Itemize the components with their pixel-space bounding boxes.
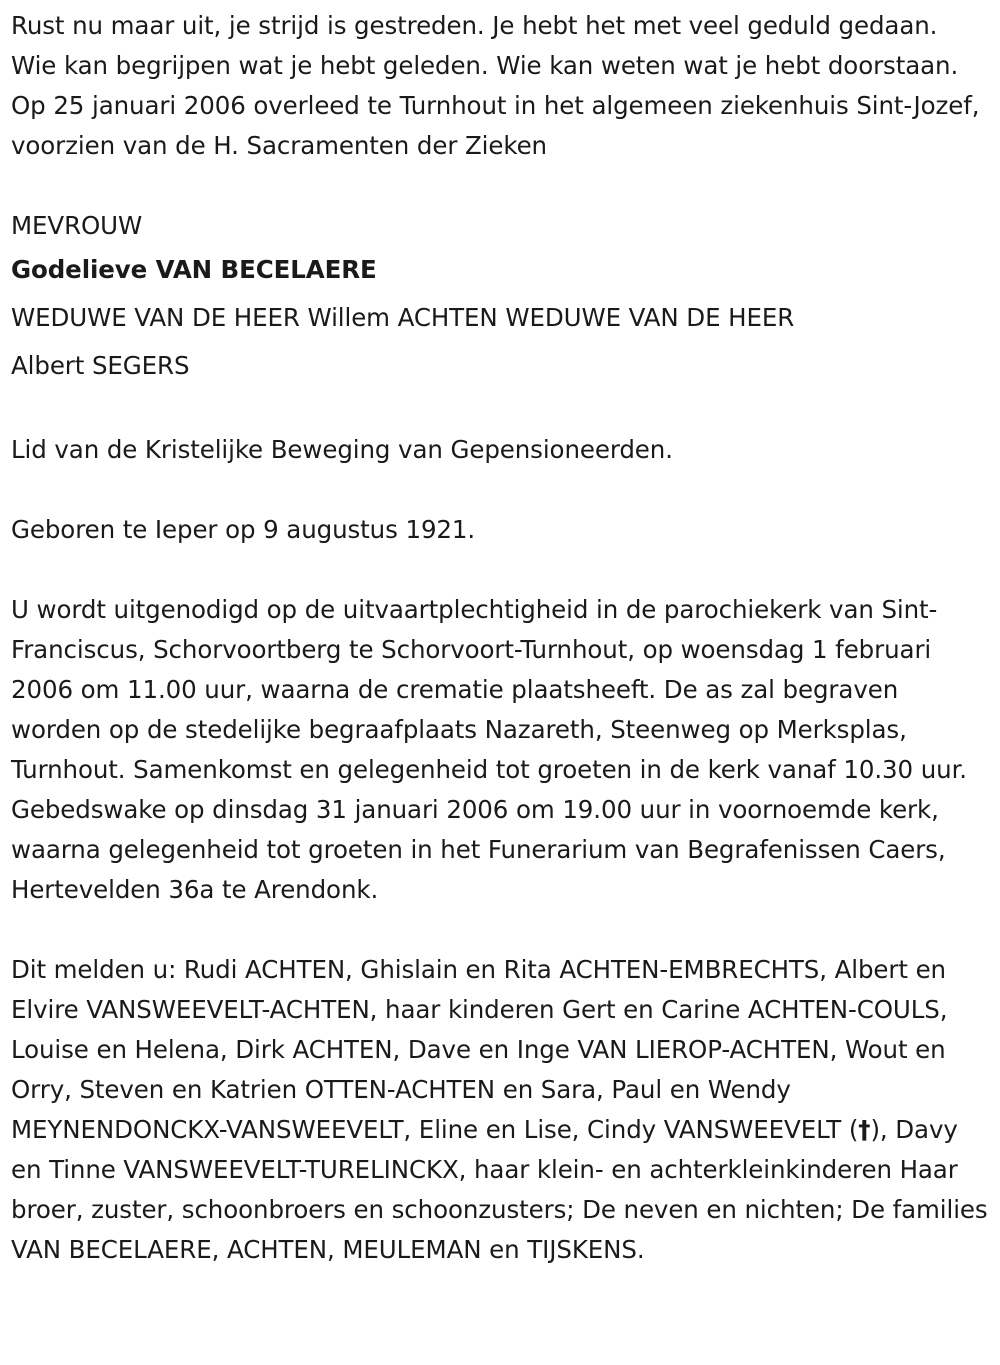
widow-line-1: WEDUWE VAN DE HEER Willem ACHTEN WEDUWE VAN DE HEER [11, 303, 795, 332]
spacer [11, 470, 990, 510]
salutation: MEVROUW [11, 211, 143, 240]
spacer [11, 550, 990, 590]
family-text-part2: ), Davy en Tinne VANSWEEVELT-TURELINCKX, haar klein- en achterkleinkinderen Haar broer, zuster, schoonbroers en schoonzusters; De neven en nichten; De families VAN BECELAERE, ACHTEN, MEULEMAN en TIJSKENS. [11, 1115, 988, 1264]
membership-paragraph: Lid van de Kristelijke Beweging van Gepensioneerden. [11, 435, 673, 464]
spacer [11, 910, 990, 950]
cross-icon: † [858, 1115, 871, 1144]
spacer [11, 166, 990, 206]
spacer [11, 390, 990, 430]
funeral-paragraph: U wordt uitgenodigd op de uitvaartplechtigheid in de parochiekerk van Sint-Franciscus, Schorvoortberg te Schorvoort-Turnhout, op woensdag 1 februari 2006 om 11.00 uur, waarna de crematie plaatsheeft. De as zal begraven worden op de stedelijke begraafplaats Nazareth, Steenweg op Merksplas, Turnhout. Samenkomst en gelegenheid tot groeten in de kerk vanaf 10.30 uur. Gebedswake op dinsdag 31 januari 2006 om 19.00 uur in voornoemde kerk, waarna gelegenheid tot groeten in het Funerarium van Begrafenissen Caers, Hertevelden 36a te Arendonk. [11, 595, 967, 904]
widow-line-2: Albert SEGERS [11, 351, 190, 380]
family-paragraph [11, 950, 990, 1270]
birth-paragraph: Geboren te Ieper op 9 augustus 1921. [11, 515, 476, 544]
deceased-name: Godelieve VAN BECELAERE [11, 255, 377, 284]
intro-paragraph: Rust nu maar uit, je strijd is gestreden. Je hebt het met veel geduld gedaan. Wie kan begrijpen wat je hebt geleden. Wie kan weten wat je hebt doorstaan. Op 25 januari 2006 overleed te Turnhout in het algemeen ziekenhuis Sint-Jozef, voorzien van de H. Sacramenten der Zieken [11, 11, 980, 160]
family-text-part1: Dit melden u: Rudi ACHTEN, Ghislain en Rita ACHTEN-EMBRECHTS, Albert en Elvire VANSWEEVELT-ACHTEN, haar kinderen Gert en Carine ACHTEN-COULS, Louise en Helena, Dirk ACHTEN, Dave en Inge VAN LIEROP-ACHTEN, Wout en Orry, Steven en Katrien OTTEN-ACHTEN en Sara, Paul en Wendy MEYNENDONCKX-VANSWEEVELT, Eline en Lise, Cindy VANSWEEVELT ( [11, 955, 948, 1144]
